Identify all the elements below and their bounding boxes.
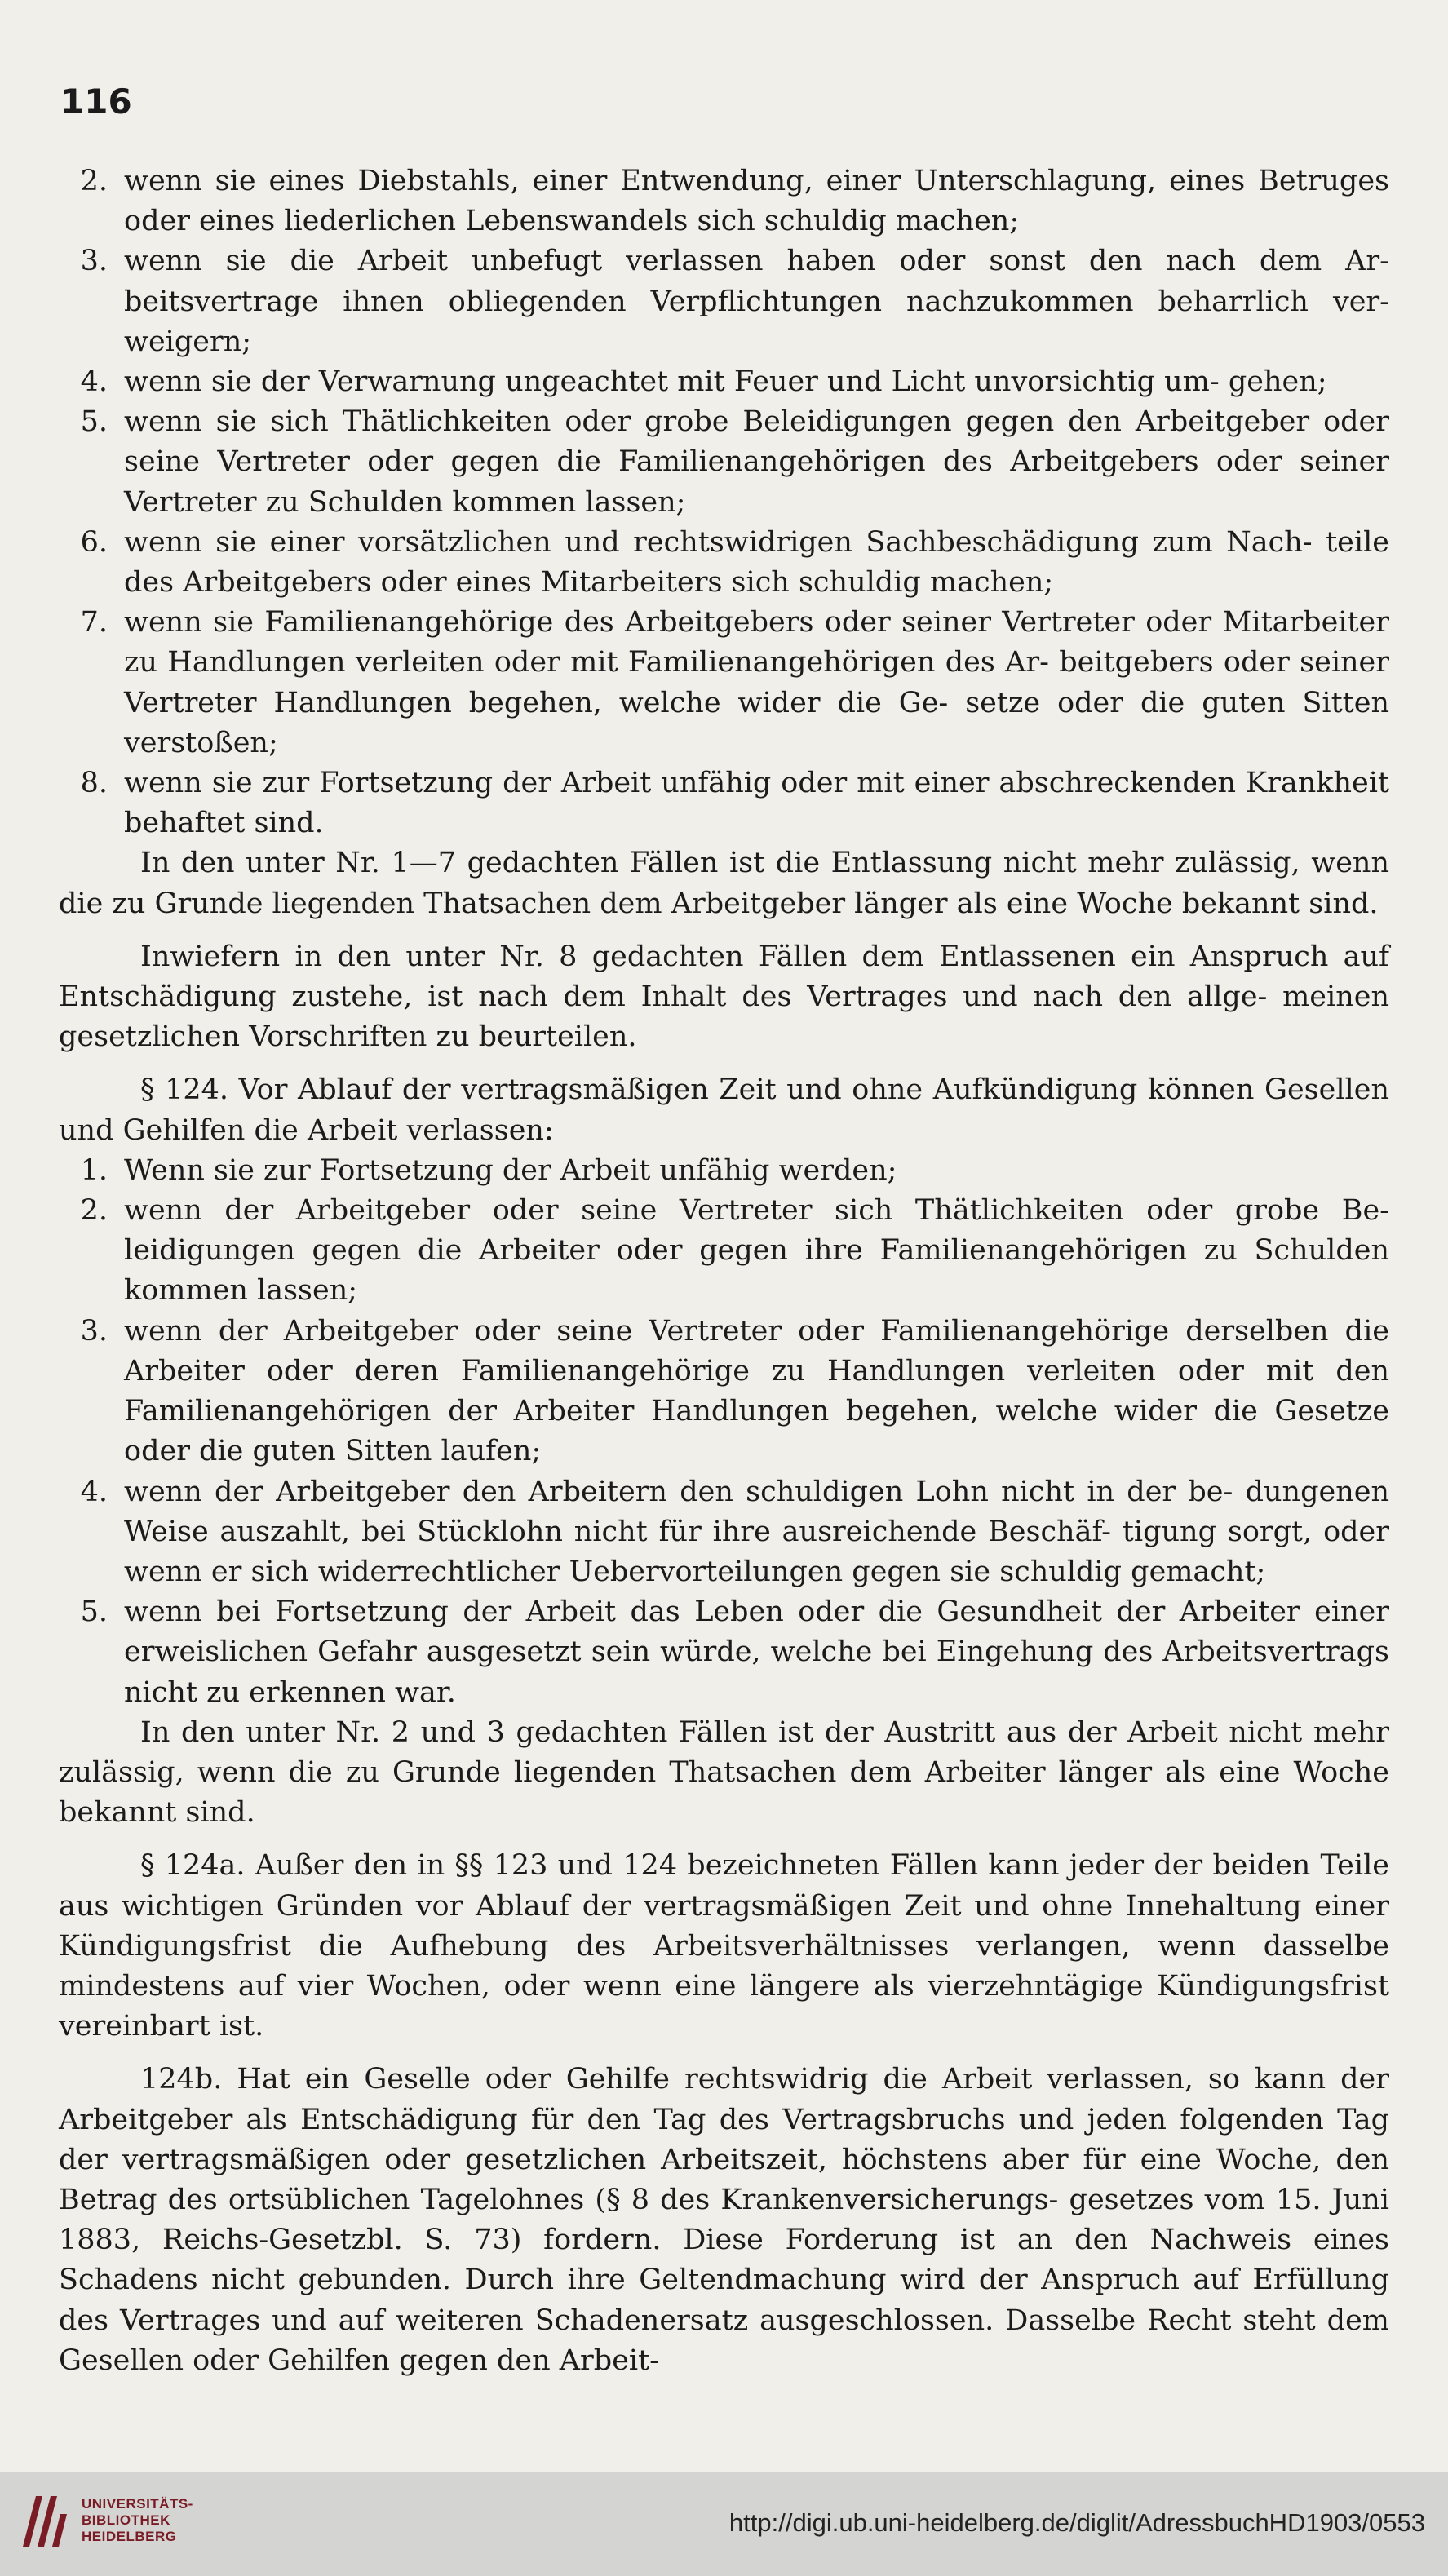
logo-line: UNIVERSITÄTS-	[82, 2496, 193, 2512]
paragraph: In den unter Nr. 2 und 3 gedachten Fällen ist der Austritt aus der Arbeit nicht mehr zulässig, wenn die zu Grunde liegenden Thatsachen dem Arbeiter länger als eine Woche bekannt sind.	[59, 1715, 1389, 1830]
list-item	[59, 603, 1389, 764]
list-item-number: 4.	[80, 1475, 108, 1508]
page-text	[59, 162, 1389, 2381]
list-item-number: 6.	[80, 525, 108, 559]
list-item-number: 5.	[80, 1596, 108, 1629]
section-124-heading-paragraph: § 124. Vor Ablauf der vertragsmäßigen Zeit und ohne Aufkündigung können Gesellen und Gehilfen die Arbeit verlassen:	[59, 1073, 1389, 1147]
library-logo[interactable]	[18, 2490, 193, 2552]
list-item-number: 3.	[80, 1314, 108, 1348]
library-logo-text	[82, 2496, 193, 2545]
list-item-text: wenn der Arbeitgeber den Arbeitern den schuldigen Lohn nicht in der be- dungenen Weise auszahlt, bei Stücklohn nicht für ihre ausreichende Beschäf- tigung sorgt, oder wenn er sich widerrechtlicher Uebervorteilungen gegen sie schuldig gemacht;	[124, 1475, 1389, 1588]
list-item	[59, 402, 1389, 523]
list-item-text: Wenn sie zur Fortsetzung der Arbeit unfähig werden;	[124, 1153, 897, 1187]
section-124a-paragraph: § 124a. Außer den in §§ 123 und 124 bezeichneten Fällen kann jeder der beiden Teile aus wichtigen Gründen vor Ablauf der vertragsmäßigen Zeit und ohne Innehaltung einer Kündigungsfrist die Aufhebung des Arbeitsverhältnisses verlangen, wenn dasselbe mindestens auf vier Wochen, oder wenn eine längere als vierzehntägige Kündigungsfrist vereinbart ist.	[59, 1849, 1389, 2043]
list-item-text: wenn sie zur Fortsetzung der Arbeit unfähig oder mit einer abschreckenden Krankheit behaftet sind.	[124, 767, 1389, 840]
list-item	[59, 523, 1389, 603]
list-item-number: 7.	[80, 606, 108, 640]
paragraph: Inwiefern in den unter Nr. 8 gedachten Fällen dem Entlassenen ein Anspruch auf Entschädigung zustehe, ist nach dem Inhalt des Vertrages und nach den allge- meinen gesetzlichen Vorschriften zu beurteilen.	[59, 940, 1389, 1054]
list-item	[59, 1472, 1389, 1593]
list-item-number: 1.	[80, 1153, 108, 1187]
viewer-footer	[0, 2472, 1448, 2576]
list-item-number: 2.	[80, 1194, 108, 1228]
list-item	[59, 162, 1389, 241]
logo-line: HEIDELBERG	[82, 2529, 177, 2544]
list-item-text: wenn sie Familienangehörige des Arbeitgebers oder seiner Vertreter oder Mitarbeiter zu Handlungen verleiten oder mit Familienangehörigen des Ar- beitgebers oder seiner Vertreter Handlungen begehen, welche wider die Ge- setze oder die guten Sitten verstoßen;	[124, 606, 1389, 759]
logo-line: BIBLIOTHEK	[82, 2512, 170, 2528]
list-item-number: 2.	[80, 165, 108, 197]
list-item-number: 4.	[80, 365, 108, 399]
permalink-url[interactable]: http://digi.ub.uni-heidelberg.de/diglit/AdressbuchHD1903/0553	[728, 2508, 1425, 2537]
list-item	[59, 1592, 1389, 1713]
list-item	[59, 764, 1389, 843]
list-item-number: 8.	[80, 767, 108, 800]
list-item-number: 3.	[80, 245, 108, 278]
list-item	[59, 362, 1389, 402]
list-item-text: wenn sie sich Thätlichkeiten oder grobe Beleidigungen gegen den Arbeitgeber oder seine Vertreter oder gegen die Familienangehörigen des Arbeitgebers oder seiner Vertreter zu Schulden kommen lassen;	[124, 405, 1389, 519]
list-leave-reasons	[59, 1151, 1389, 1713]
list-item-text: wenn der Arbeitgeber oder seine Vertreter sich Thätlichkeiten oder grobe Be- leidigungen gegen die Arbeiter oder gegen ihre Familienangehörigen zu Schulden kommen lassen;	[124, 1194, 1389, 1308]
list-dismissal-reasons	[59, 162, 1389, 843]
list-item	[59, 1312, 1389, 1472]
list-item-text: wenn sie der Verwarnung ungeachtet mit Feuer und Licht unvorsichtig um- gehen;	[124, 365, 1327, 399]
list-item-text: wenn sie eines Diebstahls, einer Entwendung, einer Unterschlagung, eines Betruges oder eines liederlichen Lebenswandels sich schuldig machen;	[124, 165, 1389, 238]
page-number: 116	[60, 82, 132, 122]
list-item	[59, 241, 1389, 362]
list-item	[59, 1191, 1389, 1312]
list-item-text: wenn sie einer vorsätzlichen und rechtswidrigen Sachbeschädigung zum Nach- teile des Arbeitgebers oder eines Mitarbeiters sich schuldig machen;	[124, 525, 1389, 600]
list-item-text: wenn sie die Arbeit unbefugt verlassen haben oder sonst den nach dem Ar- beitsvertrage ihnen obliegenden Verpflichtungen nachzukommen beharrlich ver- weigern;	[124, 245, 1389, 358]
paragraph: In den unter Nr. 1—7 gedachten Fällen ist die Entlassung nicht mehr zulässig, wenn die zu Grunde liegenden Thatsachen dem Arbeitgeber länger als eine Woche bekannt sind.	[59, 847, 1389, 920]
library-logo-icon	[18, 2490, 70, 2552]
section-124b-paragraph: 124b. Hat ein Geselle oder Gehilfe rechtswidrig die Arbeit verlassen, so kann der Arbeitgeber als Entschädigung für den Tag des Vertragsbruchs und jeden folgenden Tag der vertragsmäßigen oder gesetzlichen Arbeitszeit, höchstens aber für eine Woche, den Betrag des ortsüblichen Tagelohnes (§ 8 des Krankenversicherungs- gesetzes vom 15. Juni 1883, Reichs-Gesetzbl. S. 73) fordern. Diese Forderung ist an den Nachweis eines Schadens nicht gebunden. Durch ihre Geltendmachung wird der Anspruch auf Erfüllung des Vertrages und auf weiteren Schadenersatz ausgeschlossen. Dasselbe Recht steht dem Gesellen oder Gehilfen gegen den Arbeit-	[59, 2063, 1389, 2377]
list-item-text: wenn der Arbeitgeber oder seine Vertreter oder Familienangehörige derselben die Arbeiter oder deren Familienangehörige zu Handlungen verleiten oder mit den Familienangehörigen der Arbeiter Handlungen begehen, welche wider die Gesetze oder die guten Sitten laufen;	[124, 1314, 1389, 1468]
list-item-number: 5.	[80, 405, 108, 439]
list-item-text: wenn bei Fortsetzung der Arbeit das Leben oder die Gesundheit der Arbeiter einer erweislichen Gefahr ausgesetzt sein würde, welche bei Eingehung des Arbeitsvertrags nicht zu erkennen war.	[124, 1596, 1389, 1709]
list-item	[59, 1151, 1389, 1191]
